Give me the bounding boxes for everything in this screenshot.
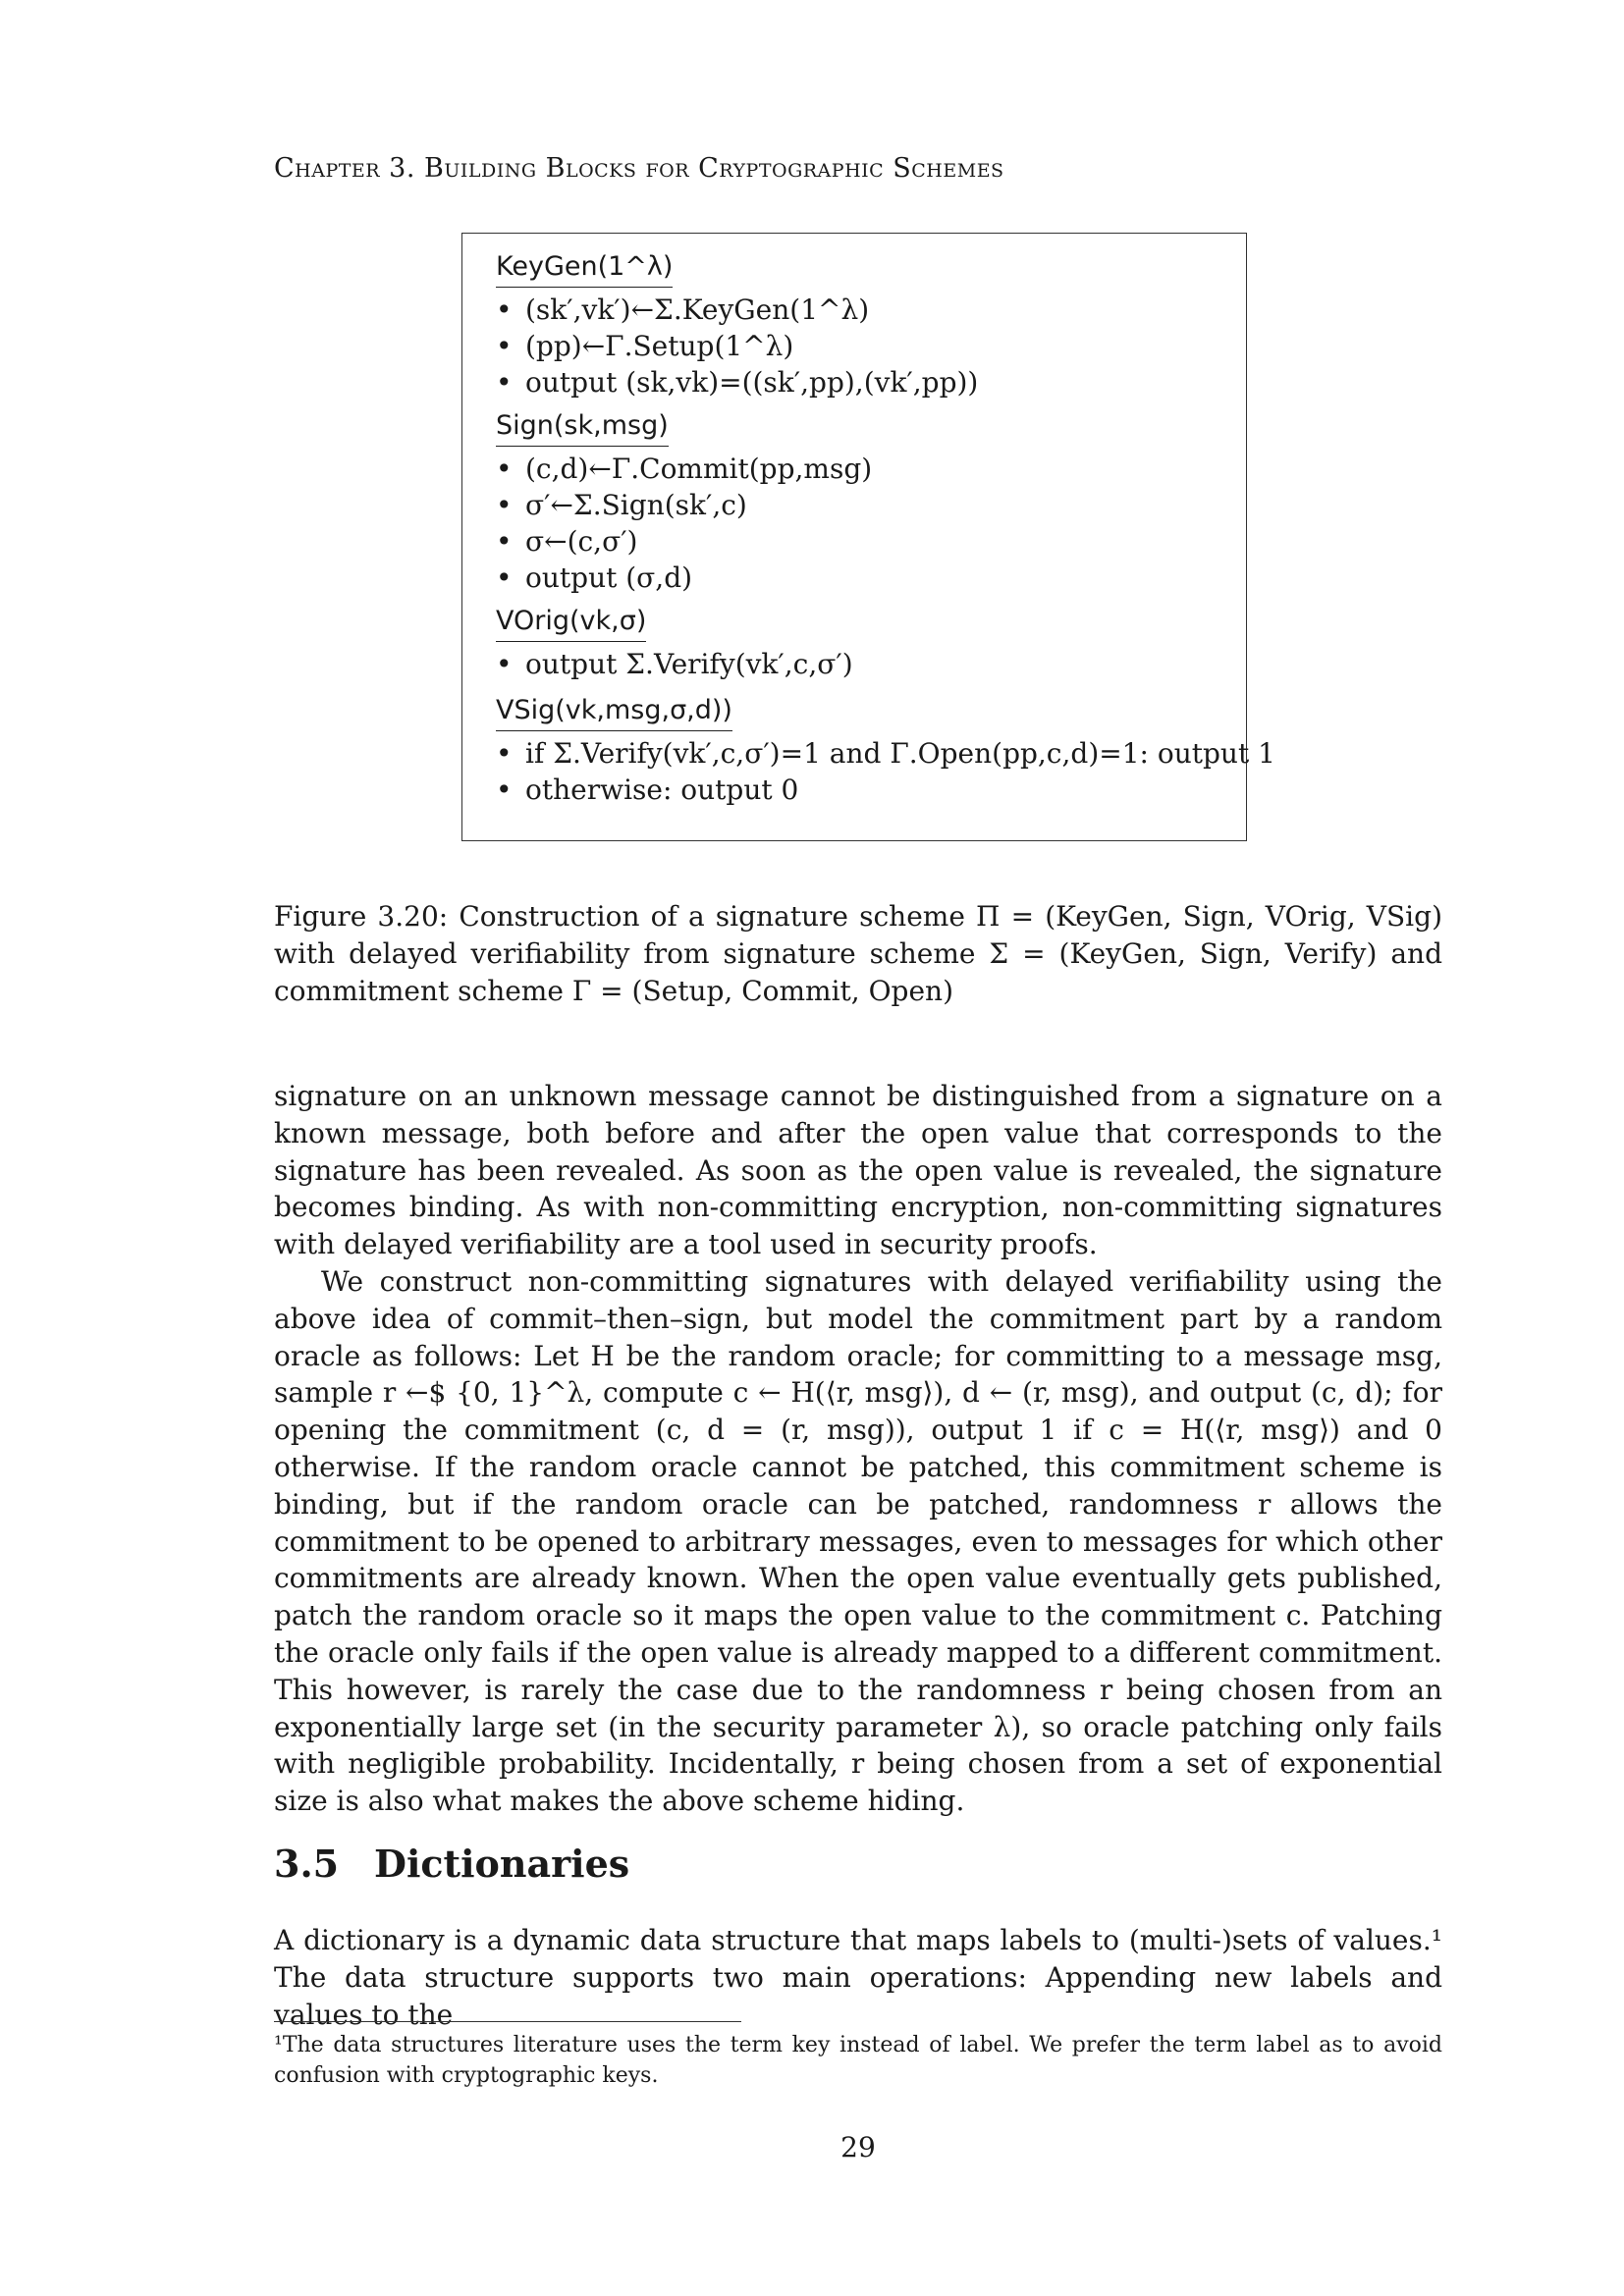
algorithm-step: • (pp)←Γ.Setup(1^λ) [496,330,794,362]
algorithm-title: Sign(sk,msg) [496,407,669,447]
algorithm-step: • σ′←Σ.Sign(sk′,c) [496,489,747,521]
algorithm-vorig [496,602,853,682]
footnote-divider [274,2021,741,2022]
footnote: ¹The data structures literature uses the term key instead of label. We prefer the term label as to avoid confusion with cryptographic keys. [274,2033,1442,2088]
algorithm-sign [496,406,872,596]
algorithm-step: • output (σ,d) [496,561,693,594]
section-number: 3.5 [274,1842,340,1886]
algorithm-vsig [496,691,1275,808]
body-paragraph: We construct non-committing signatures with delayed verifiability using the above idea of commit–then–sign, but model the commitment part by a random oracle as follows: Let H be the random oracle; for committing to a message msg, sample r ←$ {0, 1}^λ, compute c ← H(⟨r, msg⟩), d ← (r, msg), and output (c, d); for opening the commitment (c, d = (r, msg)), output 1 if c = H(⟨r, msg⟩) and 0 otherwise. If the random oracle cannot be patched, this commitment scheme is binding, but if the random oracle can be patched, randomness r allows the commitment to be opened to arbitrary messages, even to messages for which other commitments are already known. When the open value eventually gets published, patch the random oracle so it maps the open value to the commitment c. Patching the oracle only fails if the open value is already mapped to a different commitment. This however, is rarely the case due to the randomness r being chosen from an exponentially large set (in the security parameter λ), so oracle patching only fails with negligible probability. Incidentally, r being chosen from a set of exponential size is also what makes the above scheme hiding. [274,1265,1442,1818]
running-head: Chapter 3. Building Blocks for Cryptographic Schemes [274,153,1004,184]
algorithm-step: • output Σ.Verify(vk′,c,σ′) [496,648,853,680]
algorithm-step: • if Σ.Verify(vk′,c,σ′)=1 and Γ.Open(pp,c,d)=1: output 1 [496,737,1275,770]
section-heading [274,1842,629,1886]
algorithm-step: • (sk′,vk′)←Σ.KeyGen(1^λ) [496,294,870,326]
algorithm-keygen [496,247,978,400]
body-paragraph: signature on an unknown message cannot be distinguished from a signature on a known message, both before and after the open value that corresponds to the signature has been revealed. As soon as the open value is revealed, the signature becomes binding. As with non-committing encryption, non-committing signatures with delayed verifiability are a tool used in security proofs. [274,1080,1442,1261]
algorithm-step: • (c,d)←Γ.Commit(pp,msg) [496,453,873,485]
algorithm-title: VOrig(vk,σ) [496,603,646,642]
algorithm-step: • σ←(c,σ′) [496,525,638,558]
body-paragraph: A dictionary is a dynamic data structure that maps labels to (multi-)sets of values.¹ The data structure supports two main operations: Appending new labels and values to the [274,1924,1442,2031]
section-title: Dictionaries [374,1842,630,1886]
page-number: 29 [840,2131,876,2163]
algorithm-title: KeyGen(1^λ) [496,248,673,288]
algorithm-figure-box [461,233,1275,841]
algorithm-step: • output (sk,vk)=((sk′,pp),(vk′,pp)) [496,366,979,399]
algorithm-title: VSig(vk,msg,σ,d)) [496,692,732,731]
figure-caption: Figure 3.20: Construction of a signature scheme Π = (KeyGen, Sign, VOrig, VSig) with delayed verifiability from signature scheme Σ = (KeyGen, Sign, Verify) and commitment scheme Γ = (Setup, Commit, Open) [274,900,1442,1007]
algorithm-step: • otherwise: output 0 [496,774,799,806]
